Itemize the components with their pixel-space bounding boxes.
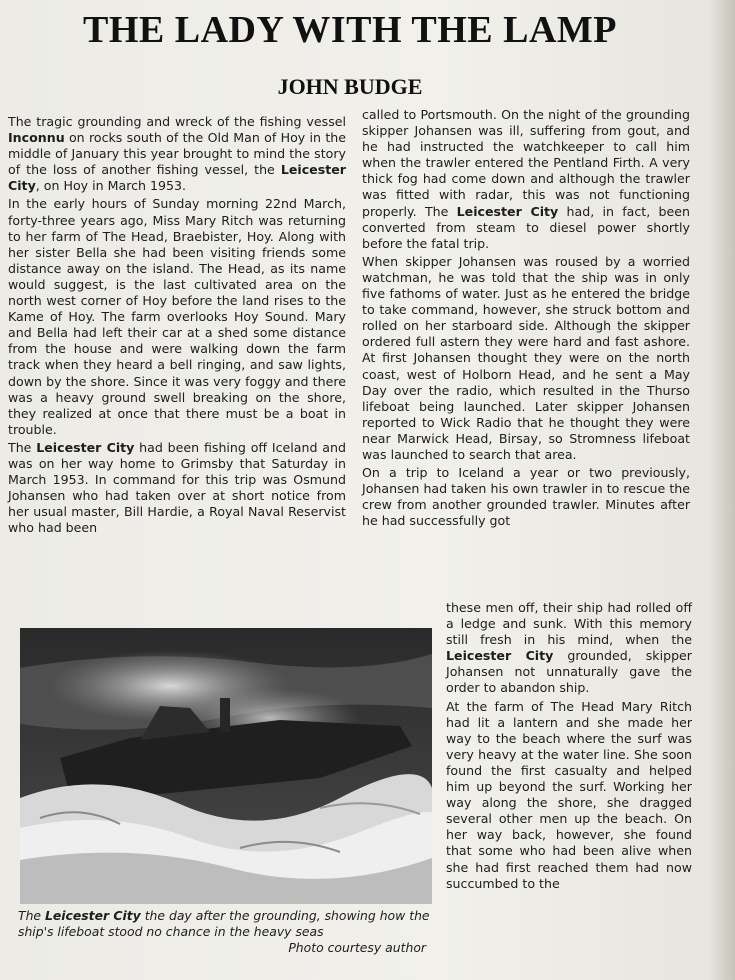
paragraph: At the farm of The Head Mary Ritch had lit a lantern and she made her way to the beach where the surf was very heavy at the water line. She soon found the first casualty and helped him up beyond the surf. Working her way along the shore, she dragged several other men up the beach. On her way back, however, she found that some who had been alive when she had first reached them had now succumbed to the	[446, 698, 692, 891]
paragraph: In the early hours of Sunday morning 22nd March, forty-three years ago, Miss Mary Ritch was returning to her farm of The Head, Braebister, Hoy. Along with her sister Bella she had been visiting friends some distance away on the island. The Head, as its name would suggest, is the last cultivated area on the north west corner of Hoy before the land rises to the Kame of Hoy. The farm overlooks Hoy Sound. Mary and Bella had left their car at a shed some distance from the house and were walking down the farm track when they heard a bell ringing, and saw lights, down by the shore. Since it was very foggy and there was a heavy ground swell breaking on the shore, they realized at once that there must be a boat in trouble.	[8, 196, 346, 437]
text-run: The	[8, 439, 37, 455]
text-run: grounded, skipper Johansen not unnaturally gave the order to abandon ship.	[446, 648, 692, 696]
vessel-name: Leicester City	[446, 648, 554, 664]
vessel-name: Inconnu	[8, 130, 65, 146]
paragraph: When skipper Johansen was roused by a worried watchman, he was told that the ship was in only five fathoms of water. Just as he entered the bridge to take command, however, she struck bottom and rolled on her starboard side. Although the skipper ordered full astern they were hard and fast ashore. At first Johansen thought they were on the north coast, west of Holborn Head, and he sent a May Day over the radio, which resulted in the Thurso lifeboat being launched. Later skipper Johansen reported to Wick Radio that he thought they were near Marwick Head, Birsay, so Stromness lifeboat was launched to search that area.	[362, 253, 690, 462]
left-column	[8, 114, 346, 538]
text-run: called to Portsmouth. On the night of the grounding skipper Johansen was ill, suffering from gout, and he had instructed the watchkeeper to call him when the trawler entered the Pentland Firth. A very thick fog had come down and although the trawler was fitted with radar, this was not functioning properly. The	[362, 107, 690, 219]
text-run: these men off, their ship had rolled off a ledge and sunk. With this memory still fresh in his mind, when the	[446, 600, 692, 648]
text-run: The tragic grounding and wreck of the fishing vessel	[8, 114, 346, 129]
vessel-name: Leicester City	[36, 439, 135, 455]
caption-text: The	[18, 908, 45, 923]
article-title: THE LADY WITH THE LAMP	[83, 9, 617, 51]
text-run: , on Hoy in March 1953.	[35, 178, 187, 194]
paragraph	[362, 107, 690, 252]
text-run: had, in fact, been converted from steam to diesel power shortly before the fatal trip.	[362, 203, 690, 251]
paragraph: On a trip to Iceland a year or two previously, Johansen had taken his own trawler in to rescue the crew from another grounded trawler. Minutes after he had successfully got	[362, 465, 690, 529]
right-column-bottom	[446, 600, 692, 894]
page-edge-shadow	[709, 0, 735, 980]
article-author: JOHN BUDGE	[277, 74, 423, 99]
vessel-name: Leicester City	[456, 203, 559, 219]
shipwreck-photo	[20, 628, 432, 904]
paragraph	[8, 440, 346, 537]
text-run: had been fishing off Iceland and was on her way home to Grimsby that Saturday in March 1953. In command for this trip was Osmund Johansen who had taken over at short notice from her usual master, Bill Hardie, a Royal Naval Reservist who had been	[8, 439, 346, 536]
paragraph	[8, 114, 346, 194]
vessel-name: Leicester City	[8, 162, 346, 194]
paragraph	[446, 600, 692, 697]
shipwreck-illustration	[20, 628, 432, 904]
text-run: on rocks south of the Old Man of Hoy in the middle of January this year brought to mind the story of the loss of another fishing vessel, the	[8, 130, 346, 178]
vessel-name: Leicester City	[44, 908, 141, 923]
right-column-top	[362, 107, 690, 531]
photo-credit: Photo courtesy author	[288, 940, 426, 955]
photo-caption	[18, 908, 438, 956]
caption-text: the day after the grounding, showing how the ship's lifeboat stood no chance in the heavy seas	[18, 908, 430, 939]
